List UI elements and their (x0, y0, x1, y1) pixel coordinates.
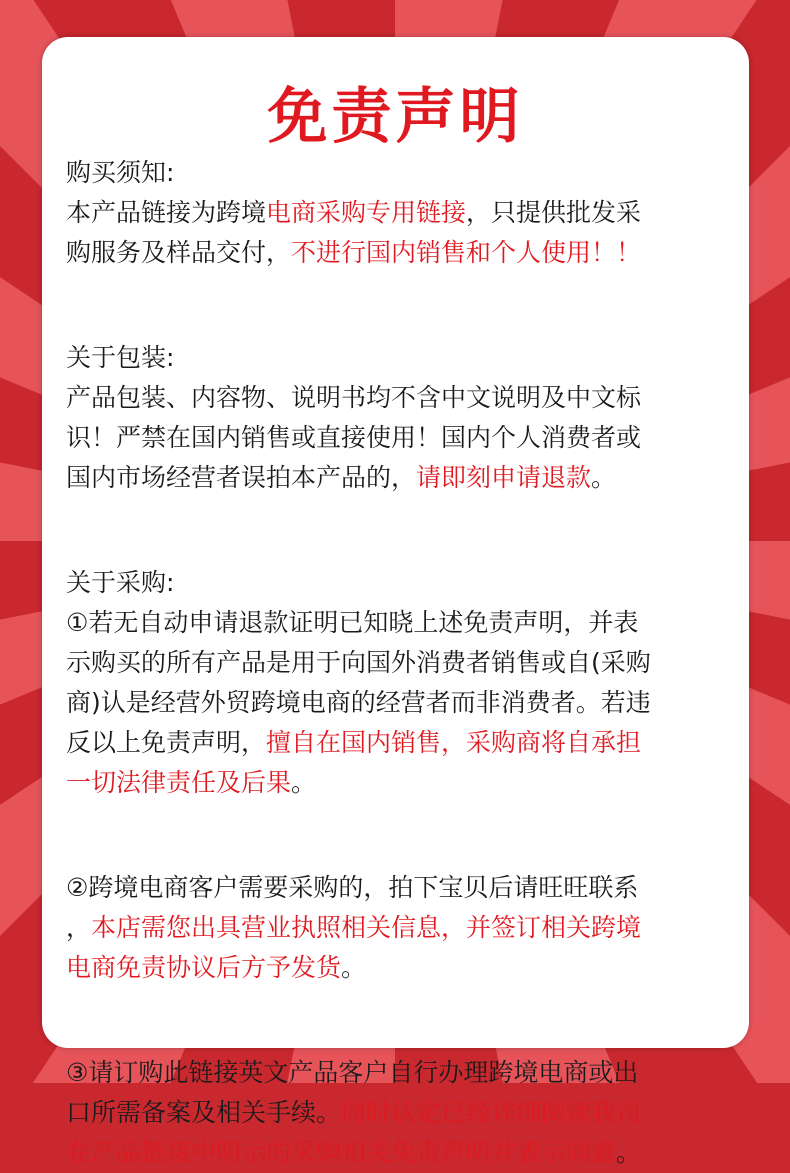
procurement-item-1-line-1: ①若无自动申请退款证明已知晓上述免责声明，并表 (66, 608, 639, 637)
procurement-text: 反以上免责声明， (66, 728, 267, 757)
purchase-text: 本产品链接为跨境 (66, 198, 267, 227)
procurement-warning: 擅自在国内销售，采购商将自承担 (266, 728, 642, 757)
procurement-text: 。 (616, 1138, 642, 1167)
disclaimer-content (66, 153, 731, 1173)
procurement-item-1-line-2: 示购买的所有产品是用于向国外消费者销售或自(采购 (66, 648, 651, 677)
procurement-warning: 电商免责协议后方予发货 (66, 953, 342, 982)
procurement-text: 。 (291, 768, 317, 797)
procurement-item-2-line-2 (66, 908, 731, 948)
packaging-line-1: 产品包装、内容物、说明书均不含中文说明及中文标 (66, 383, 642, 412)
procurement-item-1-line-3: 商)认是经营外贸跨境电商的经营者而非消费者。若违 (66, 688, 651, 717)
purchase-line-2 (66, 233, 731, 273)
purchase-text: 购服务及样品交付， (66, 238, 292, 267)
procurement-warning: 本店需您出具营业执照相关信息，并签订相关跨境 (91, 913, 642, 942)
procurement-item-3-line-1: ③请订购此链接英文产品客户自行办理跨境电商或出 (66, 1058, 639, 1087)
procurement-item-1-line-4 (66, 723, 731, 763)
procurement-text: 。 (341, 953, 367, 982)
packaging-text: 国内市场经营者误拍本产品的， (66, 463, 417, 492)
disclaimer-card (42, 37, 749, 1167)
purchase-warning: 不进行国内销售和个人使用！！ (291, 238, 642, 267)
procurement-heading: 关于采购: (66, 568, 175, 597)
procurement-warning: 同时认定已经详细阅读我司 (341, 1098, 642, 1127)
packaging-line-3 (66, 458, 731, 498)
procurement-item-1-line-5 (66, 763, 731, 803)
procurement-warning: 一切法律责任及后果 (66, 768, 292, 797)
packaging-line-2: 识！严禁在国内销售或直接使用！国内个人消费者或 (66, 423, 642, 452)
purchase-highlight: 电商采购专用链接 (266, 198, 467, 227)
purchase-heading: 购买须知: (66, 158, 175, 187)
procurement-text: 口所需备案及相关手续。 (66, 1098, 342, 1127)
packaging-text: 。 (591, 463, 617, 492)
procurement-item-3-line-3 (66, 1133, 731, 1173)
refund-notice: 请即刻申请退款 (416, 463, 592, 492)
purchase-line-1 (66, 193, 731, 233)
packaging-heading: 关于包装: (66, 343, 175, 372)
procurement-item-2-line-1: ②跨境电商客户需要采购的，拍下宝贝后请旺旺联系 (66, 873, 639, 902)
procurement-item-3-line-2 (66, 1093, 731, 1133)
page-title: 免责声明 (267, 82, 524, 152)
procurement-item-2-line-3 (66, 948, 731, 988)
purchase-text: ，只提供批发采 (466, 198, 642, 227)
procurement-text: ， (66, 913, 92, 942)
procurement-warning: 在产品链接中明示的采购相关免责声明并表示同意 (66, 1138, 617, 1167)
